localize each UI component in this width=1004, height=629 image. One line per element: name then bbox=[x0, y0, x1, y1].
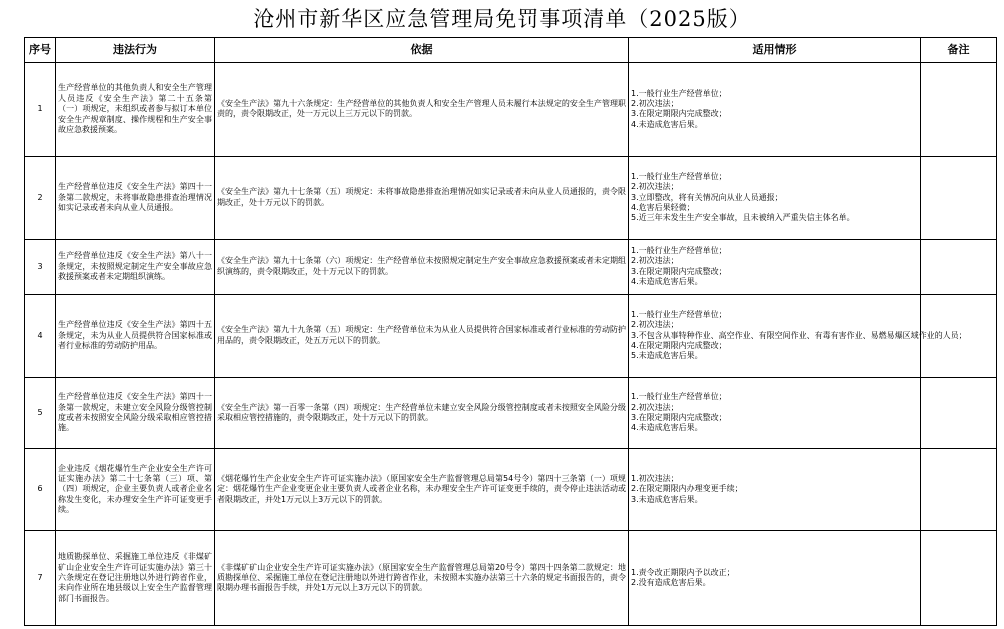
table-row bbox=[25, 63, 997, 157]
condition-item: 1.一般行业生产经营单位； bbox=[631, 392, 727, 402]
condition-item: 4.未造成危害后果。 bbox=[631, 423, 703, 433]
condition-item: 3.在限定期限内完成整改； bbox=[631, 266, 727, 276]
condition-item: 2.初次违法； bbox=[631, 320, 679, 330]
header-violation: 违法行为 bbox=[56, 38, 215, 63]
condition-item: 1.初次违法； bbox=[631, 473, 679, 483]
table-row bbox=[25, 156, 997, 239]
condition-item: 2.初次违法； bbox=[631, 182, 679, 192]
violation-cell: 生产经营单位违反《安全生产法》第四十一条第一款规定，未建立安全风险分级管控制度或者未按照安全风险分级采取相应管控措施。 bbox=[56, 377, 215, 448]
remark-cell bbox=[921, 377, 997, 448]
condition-item: 3.立即整改，将有关情况向从业人员通报； bbox=[631, 192, 783, 202]
basis-cell: 《安全生产法》第九十七条第（五）项规定：未将事故隐患排查治理情况如实记录或者未向从业人员通报的，责令限期改正，处十万元以下的罚款。 bbox=[215, 156, 629, 239]
condition-item: 3.在限定期限内完成整改； bbox=[631, 412, 727, 422]
condition-item: 4.未造成危害后果。 bbox=[631, 277, 703, 287]
violation-cell: 生产经营单位违反《安全生产法》第八十一条规定，未按照规定制定生产安全事故应急救援预案或者未定期组织演练。 bbox=[56, 240, 215, 295]
conditions-cell bbox=[629, 63, 921, 157]
row-number: 7 bbox=[25, 531, 56, 626]
conditions-cell bbox=[629, 377, 921, 448]
page-title: 沧州市新华区应急管理局免罚事项清单（2025版） bbox=[253, 7, 751, 31]
condition-item: 1.一般行业生产经营单位； bbox=[631, 245, 727, 255]
condition-item: 3.在限定期限内完成整改； bbox=[631, 109, 727, 119]
header-remark: 备注 bbox=[921, 38, 997, 63]
header-no: 序号 bbox=[25, 38, 56, 63]
condition-item: 5.未造成危害后果。 bbox=[631, 351, 703, 361]
conditions-cell bbox=[629, 294, 967, 377]
remark-cell bbox=[921, 448, 997, 530]
condition-item: 1.责令改正期限内予以改正； bbox=[631, 567, 735, 577]
row-number: 6 bbox=[25, 448, 56, 530]
remark-cell bbox=[921, 156, 997, 239]
condition-item: 2.在限定期限内办理变更手续； bbox=[631, 484, 743, 494]
condition-item: 4.未造成危害后果。 bbox=[631, 119, 703, 129]
basis-cell: 《安全生产法》第九十九条第（五）项规定：生产经营单位未为从业人员提供符合国家标准或者行业标准的劳动防护用品的，责令限期改正，处五万元以下的罚款。 bbox=[215, 294, 629, 377]
violation-cell: 企业违反《烟花爆竹生产企业安全生产许可证实施办法》第二十七条第（三）项、第（四）项规定，企业主要负责人或者企业名称发生变化，未办理安全生产许可证变更手续。 bbox=[56, 448, 215, 530]
basis-cell: 《安全生产法》第一百零一条第（四）项规定：生产经营单位未建立安全风险分级管控制度或者未按照安全风险分级采取相应管控措施的，责令限期改正，处十万元以下的罚款。 bbox=[215, 377, 629, 448]
conditions-cell bbox=[629, 448, 921, 530]
table-row bbox=[25, 377, 997, 448]
table-row bbox=[25, 448, 997, 530]
condition-item: 2.初次违法； bbox=[631, 98, 679, 108]
remark-cell bbox=[921, 240, 997, 295]
row-number: 5 bbox=[25, 377, 56, 448]
conditions-cell bbox=[629, 156, 921, 239]
violation-cell: 生产经营单位的其他负责人和安全生产管理人员违反《安全生产法》第二十五条第（一）项规定，未组织或者参与拟订本单位安全生产规章制度、操作规程和生产安全事故应急救援预案。 bbox=[56, 63, 215, 157]
row-number: 1 bbox=[25, 63, 56, 157]
basis-cell: 《烟花爆竹生产企业安全生产许可证实施办法》（原国家安全生产监督管理总局第54号令）第四十三条第（一）项规定：烟花爆竹生产企业变更企业主要负责人或者企业名称，未办理安全生产许可证变更手续的，责令停止违法活动或者限期改正，并处1万元以上3万元以下的罚款。 bbox=[215, 448, 629, 530]
condition-item: 1.一般行业生产经营单位； bbox=[631, 171, 727, 181]
table-header-row bbox=[25, 38, 997, 63]
condition-item: 3.不包含从事特种作业、高空作业、有限空间作业、有毒有害作业、易燃易爆区域作业的人员； bbox=[631, 330, 967, 340]
table-body bbox=[25, 63, 997, 626]
conditions-cell bbox=[629, 531, 921, 626]
condition-item: 5.近三年未发生生产安全事故，且未被纳入严重失信主体名单。 bbox=[631, 213, 855, 223]
row-number: 3 bbox=[25, 240, 56, 295]
table-row bbox=[25, 294, 997, 377]
condition-item: 2.初次违法； bbox=[631, 256, 679, 266]
condition-item: 2.没有造成危害后果。 bbox=[631, 578, 711, 588]
condition-item: 4.危害后果轻微； bbox=[631, 203, 695, 213]
condition-item: 1.一般行业生产经营单位； bbox=[631, 309, 727, 319]
table-row bbox=[25, 531, 997, 626]
remark-cell bbox=[921, 63, 997, 157]
row-number: 2 bbox=[25, 156, 56, 239]
basis-cell: 《非煤矿矿山企业安全生产许可证实施办法》（原国家安全生产监督管理总局第20号令）第四十四条第二款规定：地质勘探单位、采掘施工单位在登记注册地以外进行跨省作业，未按照本实施办法第三十六条的规定书面报告的，责令限期办理书面报告手续，并处1万元以上3万元以下的罚款。 bbox=[215, 531, 629, 626]
condition-item: 4.在限定期限内完成整改； bbox=[631, 340, 727, 350]
violation-cell: 地质勘探单位、采掘施工单位违反《非煤矿矿山企业安全生产许可证实施办法》第三十六条规定在登记注册地以外进行跨省作业，未向作业所在地县级以上安全生产监督管理部门书面报告。 bbox=[56, 531, 215, 626]
condition-item: 1.一般行业生产经营单位； bbox=[631, 88, 727, 98]
basis-cell: 《安全生产法》第九十六条规定：生产经营单位的其他负责人和安全生产管理人员未履行本法规定的安全生产管理职责的，责令限期改正，处一万元以上三万元以下的罚款。 bbox=[215, 63, 629, 157]
basis-cell: 《安全生产法》第九十七条第（六）项规定：生产经营单位未按照规定制定生产安全事故应急救援预案或者未定期组织演练的，责令限期改正，处十万元以下的罚款。 bbox=[215, 240, 629, 295]
violation-cell: 生产经营单位违反《安全生产法》第四十一条第二款规定，未将事故隐患排查治理情况如实记录或者未向从业人员通报。 bbox=[56, 156, 215, 239]
penalty-exemption-table bbox=[24, 37, 997, 626]
table-row bbox=[25, 240, 997, 295]
header-basis: 依据 bbox=[215, 38, 629, 63]
remark-cell bbox=[921, 531, 997, 626]
row-number: 4 bbox=[25, 294, 56, 377]
violation-cell: 生产经营单位违反《安全生产法》第四十五条规定，未为从业人员提供符合国家标准或者行业标准的劳动防护用品。 bbox=[56, 294, 215, 377]
header-conditions: 适用情形 bbox=[629, 38, 921, 63]
condition-item: 2.初次违法； bbox=[631, 402, 679, 412]
condition-item: 3.未造成危害后果。 bbox=[631, 494, 703, 504]
conditions-cell bbox=[629, 240, 921, 295]
